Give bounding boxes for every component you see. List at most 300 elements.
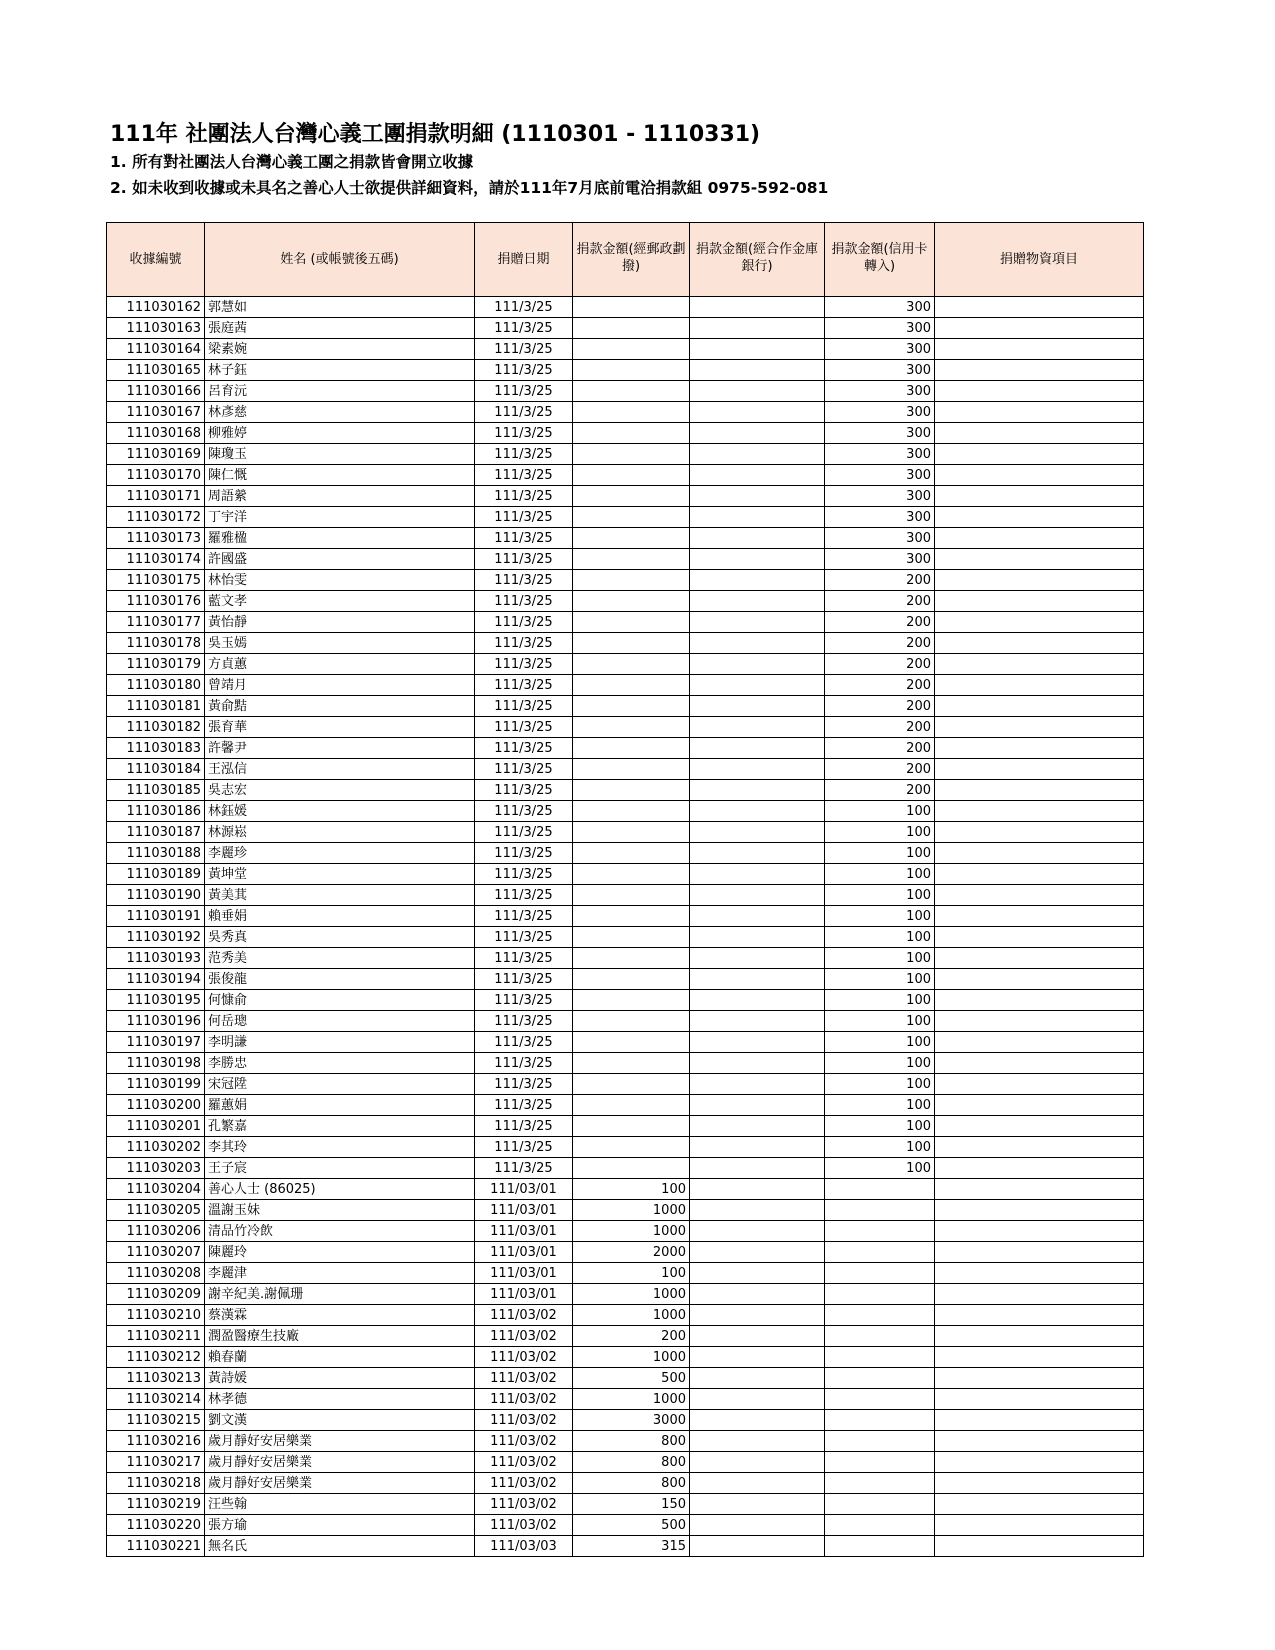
cell-receipt-no: 111030198 bbox=[107, 1053, 205, 1074]
cell-date: 111/03/02 bbox=[475, 1410, 573, 1431]
cell-amount-card bbox=[825, 1242, 935, 1263]
cell-amount-card: 100 bbox=[825, 1137, 935, 1158]
cell-amount-post: 200 bbox=[573, 1326, 690, 1347]
cell-amount-bank bbox=[690, 948, 825, 969]
cell-amount-post bbox=[573, 465, 690, 486]
cell-receipt-no: 111030196 bbox=[107, 1011, 205, 1032]
cell-amount-post bbox=[573, 843, 690, 864]
cell-name: 吳玉嫣 bbox=[205, 633, 475, 654]
cell-name: 陳麗玲 bbox=[205, 1242, 475, 1263]
cell-amount-bank bbox=[690, 402, 825, 423]
cell-name: 謝辛紀美.謝佩珊 bbox=[205, 1284, 475, 1305]
cell-items bbox=[935, 486, 1144, 507]
cell-amount-post bbox=[573, 1095, 690, 1116]
cell-amount-post bbox=[573, 591, 690, 612]
cell-name: 李明謙 bbox=[205, 1032, 475, 1053]
cell-amount-bank bbox=[690, 738, 825, 759]
cell-amount-bank bbox=[690, 1431, 825, 1452]
table-row bbox=[107, 360, 1144, 381]
table-row bbox=[107, 1410, 1144, 1431]
table-row bbox=[107, 1095, 1144, 1116]
cell-amount-post: 800 bbox=[573, 1452, 690, 1473]
cell-date: 111/3/25 bbox=[475, 633, 573, 654]
cell-amount-post bbox=[573, 1032, 690, 1053]
table-row bbox=[107, 1053, 1144, 1074]
table-row bbox=[107, 612, 1144, 633]
cell-name: 何慷俞 bbox=[205, 990, 475, 1011]
table-row bbox=[107, 318, 1144, 339]
cell-date: 111/3/25 bbox=[475, 591, 573, 612]
cell-amount-card: 200 bbox=[825, 612, 935, 633]
cell-receipt-no: 111030202 bbox=[107, 1137, 205, 1158]
cell-date: 111/3/25 bbox=[475, 927, 573, 948]
cell-date: 111/3/25 bbox=[475, 801, 573, 822]
cell-items bbox=[935, 1011, 1144, 1032]
cell-amount-card: 100 bbox=[825, 1053, 935, 1074]
cell-name: 王泓信 bbox=[205, 759, 475, 780]
cell-amount-card: 100 bbox=[825, 822, 935, 843]
table-row bbox=[107, 906, 1144, 927]
cell-amount-post bbox=[573, 864, 690, 885]
table-row bbox=[107, 675, 1144, 696]
cell-name: 黃怡靜 bbox=[205, 612, 475, 633]
cell-date: 111/3/25 bbox=[475, 612, 573, 633]
cell-amount-post bbox=[573, 1137, 690, 1158]
table-row bbox=[107, 1242, 1144, 1263]
cell-amount-bank bbox=[690, 423, 825, 444]
cell-amount-card bbox=[825, 1389, 935, 1410]
cell-receipt-no: 111030204 bbox=[107, 1179, 205, 1200]
cell-amount-post bbox=[573, 969, 690, 990]
cell-receipt-no: 111030199 bbox=[107, 1074, 205, 1095]
cell-receipt-no: 111030185 bbox=[107, 780, 205, 801]
table-row bbox=[107, 1200, 1144, 1221]
cell-amount-card: 100 bbox=[825, 969, 935, 990]
cell-items bbox=[935, 528, 1144, 549]
cell-amount-card: 200 bbox=[825, 738, 935, 759]
cell-amount-post bbox=[573, 381, 690, 402]
cell-amount-bank bbox=[690, 1452, 825, 1473]
cell-amount-post bbox=[573, 738, 690, 759]
table-row bbox=[107, 801, 1144, 822]
cell-name: 藍文孝 bbox=[205, 591, 475, 612]
cell-amount-bank bbox=[690, 1011, 825, 1032]
table-row bbox=[107, 633, 1144, 654]
cell-date: 111/03/02 bbox=[475, 1326, 573, 1347]
cell-items bbox=[935, 1158, 1144, 1179]
cell-date: 111/3/25 bbox=[475, 843, 573, 864]
cell-date: 111/3/25 bbox=[475, 1116, 573, 1137]
cell-items bbox=[935, 1053, 1144, 1074]
cell-name: 汪些翰 bbox=[205, 1494, 475, 1515]
cell-receipt-no: 111030210 bbox=[107, 1305, 205, 1326]
cell-date: 111/3/25 bbox=[475, 423, 573, 444]
cell-name: 李其玲 bbox=[205, 1137, 475, 1158]
table-row bbox=[107, 297, 1144, 318]
cell-name: 張俊龍 bbox=[205, 969, 475, 990]
cell-name: 李勝忠 bbox=[205, 1053, 475, 1074]
cell-amount-card: 300 bbox=[825, 360, 935, 381]
cell-amount-card: 200 bbox=[825, 570, 935, 591]
cell-items bbox=[935, 1410, 1144, 1431]
cell-items bbox=[935, 843, 1144, 864]
header-receipt-no: 收據編號 bbox=[107, 223, 205, 297]
table-row bbox=[107, 402, 1144, 423]
cell-items bbox=[935, 738, 1144, 759]
cell-name: 宋冠陞 bbox=[205, 1074, 475, 1095]
cell-amount-card bbox=[825, 1326, 935, 1347]
cell-amount-post bbox=[573, 507, 690, 528]
cell-amount-bank bbox=[690, 570, 825, 591]
cell-date: 111/03/02 bbox=[475, 1305, 573, 1326]
cell-amount-bank bbox=[690, 675, 825, 696]
cell-receipt-no: 111030165 bbox=[107, 360, 205, 381]
cell-amount-card bbox=[825, 1200, 935, 1221]
table-row bbox=[107, 1221, 1144, 1242]
cell-amount-post bbox=[573, 948, 690, 969]
cell-date: 111/3/25 bbox=[475, 822, 573, 843]
cell-amount-bank bbox=[690, 1389, 825, 1410]
table-row bbox=[107, 465, 1144, 486]
cell-receipt-no: 111030215 bbox=[107, 1410, 205, 1431]
table-header-row bbox=[107, 223, 1144, 297]
cell-items bbox=[935, 1431, 1144, 1452]
cell-receipt-no: 111030191 bbox=[107, 906, 205, 927]
cell-amount-bank bbox=[690, 1032, 825, 1053]
cell-amount-card bbox=[825, 1305, 935, 1326]
cell-amount-card: 100 bbox=[825, 906, 935, 927]
cell-date: 111/3/25 bbox=[475, 360, 573, 381]
cell-date: 111/3/25 bbox=[475, 675, 573, 696]
cell-name: 潤盈醫療生技廠 bbox=[205, 1326, 475, 1347]
cell-amount-bank bbox=[690, 1305, 825, 1326]
table-row bbox=[107, 696, 1144, 717]
cell-amount-bank bbox=[690, 1242, 825, 1263]
cell-amount-card bbox=[825, 1515, 935, 1536]
cell-receipt-no: 111030182 bbox=[107, 717, 205, 738]
cell-receipt-no: 111030197 bbox=[107, 1032, 205, 1053]
cell-items bbox=[935, 633, 1144, 654]
cell-amount-bank bbox=[690, 1410, 825, 1431]
cell-name: 無名氏 bbox=[205, 1536, 475, 1557]
cell-amount-bank bbox=[690, 612, 825, 633]
cell-items bbox=[935, 948, 1144, 969]
cell-items bbox=[935, 801, 1144, 822]
cell-date: 111/3/25 bbox=[475, 738, 573, 759]
cell-amount-bank bbox=[690, 1074, 825, 1095]
cell-amount-post bbox=[573, 654, 690, 675]
cell-amount-bank bbox=[690, 759, 825, 780]
table-row bbox=[107, 1326, 1144, 1347]
cell-amount-card: 100 bbox=[825, 1116, 935, 1137]
cell-name: 許馨尹 bbox=[205, 738, 475, 759]
cell-items bbox=[935, 822, 1144, 843]
cell-name: 歲月靜好安居樂業 bbox=[205, 1431, 475, 1452]
cell-date: 111/03/03 bbox=[475, 1536, 573, 1557]
cell-items bbox=[935, 318, 1144, 339]
cell-receipt-no: 111030214 bbox=[107, 1389, 205, 1410]
cell-name: 林鈺媛 bbox=[205, 801, 475, 822]
cell-amount-post bbox=[573, 318, 690, 339]
cell-amount-bank bbox=[690, 444, 825, 465]
cell-name: 曾靖月 bbox=[205, 675, 475, 696]
cell-receipt-no: 111030216 bbox=[107, 1431, 205, 1452]
cell-amount-bank bbox=[690, 822, 825, 843]
cell-amount-post bbox=[573, 402, 690, 423]
cell-items bbox=[935, 717, 1144, 738]
cell-items bbox=[935, 612, 1144, 633]
table-row bbox=[107, 1263, 1144, 1284]
table-body bbox=[107, 297, 1144, 1557]
cell-date: 111/03/02 bbox=[475, 1431, 573, 1452]
cell-amount-card bbox=[825, 1536, 935, 1557]
cell-name: 溫謝玉妹 bbox=[205, 1200, 475, 1221]
table-row bbox=[107, 423, 1144, 444]
cell-amount-card: 100 bbox=[825, 927, 935, 948]
cell-receipt-no: 111030205 bbox=[107, 1200, 205, 1221]
table-row bbox=[107, 591, 1144, 612]
cell-date: 111/03/02 bbox=[475, 1347, 573, 1368]
cell-amount-bank bbox=[690, 969, 825, 990]
cell-amount-post bbox=[573, 423, 690, 444]
table-row bbox=[107, 1368, 1144, 1389]
cell-items bbox=[935, 1536, 1144, 1557]
cell-amount-card: 300 bbox=[825, 507, 935, 528]
cell-date: 111/3/25 bbox=[475, 444, 573, 465]
cell-amount-bank bbox=[690, 360, 825, 381]
cell-receipt-no: 111030174 bbox=[107, 549, 205, 570]
table-row bbox=[107, 780, 1144, 801]
cell-date: 111/3/25 bbox=[475, 759, 573, 780]
table-row bbox=[107, 444, 1144, 465]
note-contact: 2. 如未收到收據或未具名之善心人士欲提供詳細資料，請於111年7月底前電洽捐款組 0975-592-081 bbox=[110, 179, 829, 197]
cell-receipt-no: 111030170 bbox=[107, 465, 205, 486]
cell-amount-card: 100 bbox=[825, 1074, 935, 1095]
cell-receipt-no: 111030167 bbox=[107, 402, 205, 423]
cell-amount-post: 315 bbox=[573, 1536, 690, 1557]
cell-amount-card: 100 bbox=[825, 1095, 935, 1116]
cell-name: 蔡漢霖 bbox=[205, 1305, 475, 1326]
cell-amount-bank bbox=[690, 1137, 825, 1158]
cell-amount-card: 300 bbox=[825, 339, 935, 360]
cell-amount-bank bbox=[690, 927, 825, 948]
cell-name: 羅雅楹 bbox=[205, 528, 475, 549]
cell-items bbox=[935, 339, 1144, 360]
cell-amount-card bbox=[825, 1368, 935, 1389]
cell-amount-post bbox=[573, 1158, 690, 1179]
cell-date: 111/3/25 bbox=[475, 549, 573, 570]
header-date: 捐贈日期 bbox=[475, 223, 573, 297]
table-row bbox=[107, 1074, 1144, 1095]
cell-amount-post bbox=[573, 612, 690, 633]
table-row bbox=[107, 570, 1144, 591]
cell-items bbox=[935, 297, 1144, 318]
table-row bbox=[107, 843, 1144, 864]
table-row bbox=[107, 1347, 1144, 1368]
cell-amount-bank bbox=[690, 1179, 825, 1200]
cell-items bbox=[935, 1473, 1144, 1494]
cell-amount-card: 200 bbox=[825, 759, 935, 780]
cell-date: 111/3/25 bbox=[475, 654, 573, 675]
cell-receipt-no: 111030168 bbox=[107, 423, 205, 444]
cell-date: 111/3/25 bbox=[475, 864, 573, 885]
cell-amount-bank bbox=[690, 696, 825, 717]
cell-amount-bank bbox=[690, 465, 825, 486]
cell-amount-post bbox=[573, 885, 690, 906]
cell-amount-card: 200 bbox=[825, 591, 935, 612]
cell-amount-bank bbox=[690, 1515, 825, 1536]
cell-receipt-no: 111030166 bbox=[107, 381, 205, 402]
cell-amount-post bbox=[573, 675, 690, 696]
cell-amount-post bbox=[573, 1011, 690, 1032]
cell-receipt-no: 111030163 bbox=[107, 318, 205, 339]
cell-amount-card bbox=[825, 1473, 935, 1494]
cell-amount-post bbox=[573, 717, 690, 738]
cell-amount-bank bbox=[690, 1368, 825, 1389]
cell-date: 111/3/25 bbox=[475, 1011, 573, 1032]
cell-items bbox=[935, 864, 1144, 885]
cell-amount-card: 300 bbox=[825, 381, 935, 402]
cell-items bbox=[935, 1263, 1144, 1284]
cell-receipt-no: 111030195 bbox=[107, 990, 205, 1011]
cell-amount-bank bbox=[690, 1095, 825, 1116]
cell-receipt-no: 111030194 bbox=[107, 969, 205, 990]
cell-items bbox=[935, 591, 1144, 612]
cell-date: 111/03/01 bbox=[475, 1221, 573, 1242]
cell-items bbox=[935, 465, 1144, 486]
cell-amount-card: 300 bbox=[825, 318, 935, 339]
cell-amount-card: 100 bbox=[825, 990, 935, 1011]
cell-date: 111/3/25 bbox=[475, 528, 573, 549]
cell-amount-card: 100 bbox=[825, 1032, 935, 1053]
cell-date: 111/3/25 bbox=[475, 948, 573, 969]
table-row bbox=[107, 1158, 1144, 1179]
cell-date: 111/3/25 bbox=[475, 402, 573, 423]
cell-amount-bank bbox=[690, 906, 825, 927]
table-row bbox=[107, 1473, 1144, 1494]
cell-date: 111/3/25 bbox=[475, 486, 573, 507]
cell-receipt-no: 111030184 bbox=[107, 759, 205, 780]
cell-date: 111/03/02 bbox=[475, 1452, 573, 1473]
cell-name: 許國盛 bbox=[205, 549, 475, 570]
cell-amount-card: 200 bbox=[825, 696, 935, 717]
cell-amount-card: 200 bbox=[825, 675, 935, 696]
cell-receipt-no: 111030179 bbox=[107, 654, 205, 675]
cell-name: 善心人士 (86025) bbox=[205, 1179, 475, 1200]
cell-name: 呂育沅 bbox=[205, 381, 475, 402]
cell-date: 111/3/25 bbox=[475, 906, 573, 927]
cell-amount-card: 300 bbox=[825, 465, 935, 486]
table-row bbox=[107, 507, 1144, 528]
cell-amount-bank bbox=[690, 1494, 825, 1515]
cell-amount-card: 100 bbox=[825, 801, 935, 822]
table-row bbox=[107, 738, 1144, 759]
header-amount-post: 捐款金額(經郵政劃撥) bbox=[573, 223, 690, 297]
cell-receipt-no: 111030190 bbox=[107, 885, 205, 906]
cell-items bbox=[935, 1368, 1144, 1389]
cell-amount-card bbox=[825, 1263, 935, 1284]
cell-amount-bank bbox=[690, 297, 825, 318]
cell-receipt-no: 111030203 bbox=[107, 1158, 205, 1179]
cell-amount-card: 100 bbox=[825, 1011, 935, 1032]
cell-amount-post: 1000 bbox=[573, 1221, 690, 1242]
cell-name: 賴垂娟 bbox=[205, 906, 475, 927]
cell-name: 林子鈺 bbox=[205, 360, 475, 381]
cell-amount-card: 100 bbox=[825, 1158, 935, 1179]
cell-amount-post bbox=[573, 570, 690, 591]
cell-amount-post bbox=[573, 906, 690, 927]
cell-amount-card bbox=[825, 1179, 935, 1200]
note-receipt: 1. 所有對社團法人台灣心義工團之捐款皆會開立收據 bbox=[110, 153, 474, 171]
header-amount-card: 捐款金額(信用卡轉入) bbox=[825, 223, 935, 297]
cell-receipt-no: 111030207 bbox=[107, 1242, 205, 1263]
cell-amount-bank bbox=[690, 1326, 825, 1347]
cell-name: 黃俞黠 bbox=[205, 696, 475, 717]
cell-date: 111/03/01 bbox=[475, 1263, 573, 1284]
table-row bbox=[107, 864, 1144, 885]
cell-amount-bank bbox=[690, 1536, 825, 1557]
cell-amount-bank bbox=[690, 990, 825, 1011]
header-items: 捐贈物資項目 bbox=[935, 223, 1144, 297]
cell-name: 林源崧 bbox=[205, 822, 475, 843]
cell-items bbox=[935, 1515, 1144, 1536]
cell-amount-post bbox=[573, 444, 690, 465]
cell-items bbox=[935, 1242, 1144, 1263]
cell-amount-post bbox=[573, 486, 690, 507]
cell-amount-card: 300 bbox=[825, 423, 935, 444]
cell-date: 111/3/25 bbox=[475, 381, 573, 402]
cell-amount-bank bbox=[690, 528, 825, 549]
cell-amount-bank bbox=[690, 1158, 825, 1179]
cell-amount-post bbox=[573, 297, 690, 318]
cell-amount-post: 1000 bbox=[573, 1284, 690, 1305]
cell-amount-bank bbox=[690, 486, 825, 507]
cell-receipt-no: 111030209 bbox=[107, 1284, 205, 1305]
table-row bbox=[107, 1179, 1144, 1200]
cell-amount-post bbox=[573, 927, 690, 948]
cell-name: 何岳璁 bbox=[205, 1011, 475, 1032]
cell-amount-card bbox=[825, 1347, 935, 1368]
cell-amount-post bbox=[573, 633, 690, 654]
cell-receipt-no: 111030221 bbox=[107, 1536, 205, 1557]
table-row bbox=[107, 822, 1144, 843]
cell-items bbox=[935, 1116, 1144, 1137]
cell-name: 黃詩媛 bbox=[205, 1368, 475, 1389]
cell-items bbox=[935, 1305, 1144, 1326]
cell-date: 111/03/02 bbox=[475, 1494, 573, 1515]
cell-receipt-no: 111030206 bbox=[107, 1221, 205, 1242]
cell-amount-card bbox=[825, 1431, 935, 1452]
cell-items bbox=[935, 780, 1144, 801]
cell-amount-bank bbox=[690, 717, 825, 738]
cell-amount-post: 1000 bbox=[573, 1200, 690, 1221]
cell-date: 111/3/25 bbox=[475, 1095, 573, 1116]
table-row bbox=[107, 990, 1144, 1011]
cell-date: 111/3/25 bbox=[475, 465, 573, 486]
header-name: 姓名 (或帳號後五碼) bbox=[205, 223, 475, 297]
cell-receipt-no: 111030164 bbox=[107, 339, 205, 360]
table-row bbox=[107, 1515, 1144, 1536]
cell-amount-bank bbox=[690, 507, 825, 528]
cell-items bbox=[935, 402, 1144, 423]
cell-amount-card bbox=[825, 1494, 935, 1515]
cell-name: 李麗津 bbox=[205, 1263, 475, 1284]
cell-amount-post bbox=[573, 1053, 690, 1074]
cell-receipt-no: 111030220 bbox=[107, 1515, 205, 1536]
cell-receipt-no: 111030186 bbox=[107, 801, 205, 822]
cell-amount-card: 300 bbox=[825, 486, 935, 507]
header-amount-bank: 捐款金額(經合作金庫銀行) bbox=[690, 223, 825, 297]
